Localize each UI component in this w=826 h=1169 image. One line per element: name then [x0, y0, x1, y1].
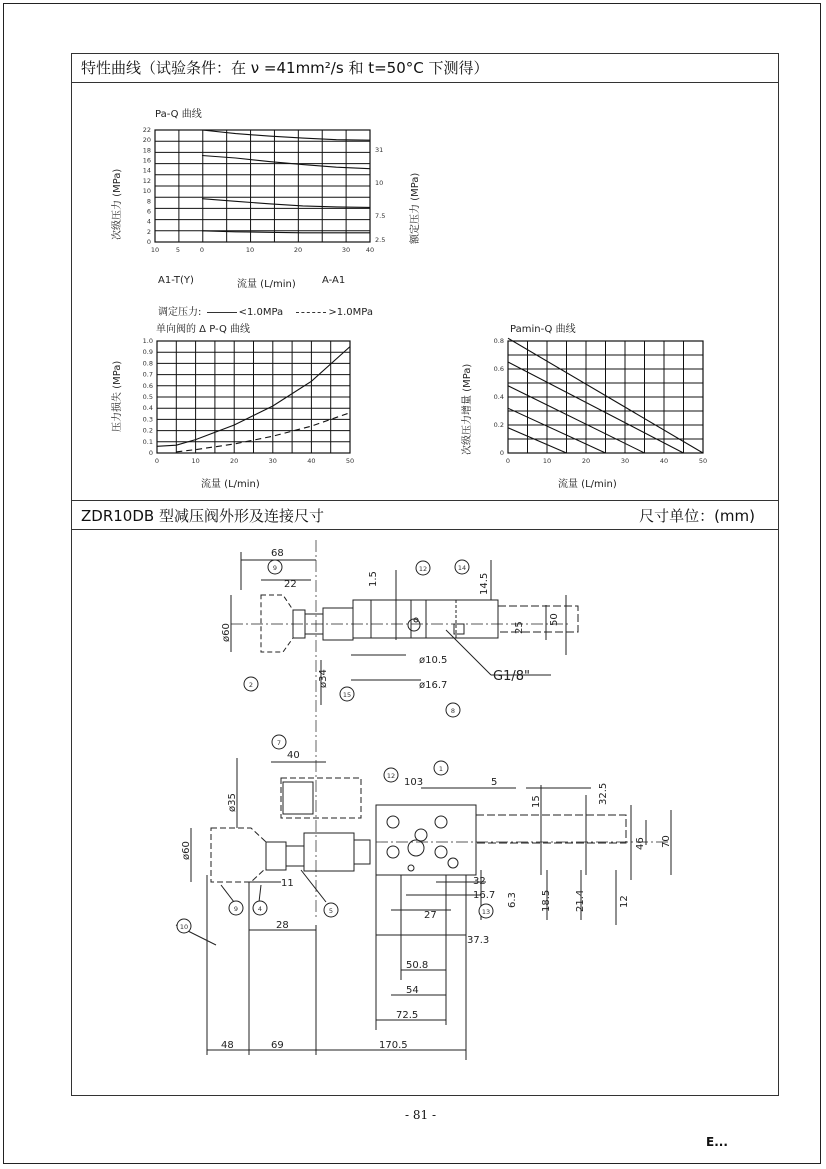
balloon-label: 8 [450, 707, 456, 715]
dim-label: 170.5 [379, 1040, 408, 1051]
x-tick-label: 50 [345, 457, 355, 465]
dim-label: 68 [271, 548, 284, 559]
dim-label: 1.5 [368, 571, 379, 587]
dim-label: 50 [549, 613, 560, 626]
legend-label: 调定压力: [158, 307, 202, 318]
series-line [508, 386, 645, 453]
dim-label: ø16.7 [419, 680, 448, 691]
balloon-label: 2 [248, 681, 254, 689]
y-tick-label: 0.2 [142, 426, 153, 435]
x-tick-label: 40 [659, 457, 669, 465]
dim-label: 54 [406, 985, 419, 996]
section-title-text: 特性曲线（试验条件：在 ν =41mm²/s 和 t=50°C 下测得） [81, 59, 489, 77]
chart-pa-title: Pa-Q 曲线 [155, 109, 202, 120]
legend [158, 303, 373, 318]
x-tick-label: 20 [230, 457, 239, 465]
balloon-label: 13 [481, 908, 491, 916]
valve-drawing [71, 530, 779, 1096]
dim-label: 48 [221, 1040, 234, 1051]
balloon-label: 9 [272, 564, 278, 572]
x-tick-label: 0 [199, 246, 205, 254]
top-view [231, 540, 578, 920]
y-tick-label: 6 [146, 207, 151, 216]
dim-label: 50.8 [406, 960, 429, 971]
dim-label: 21.4 [575, 889, 586, 912]
dim-label: 40 [287, 750, 300, 761]
x-tick-label: 30 [268, 457, 277, 465]
chart-pa-q [135, 125, 395, 265]
right-tick-label: 31 [375, 146, 384, 154]
y-tick-label: 0 [148, 449, 153, 457]
y-tick-label: 0.9 [142, 348, 153, 357]
unit-label: 尺寸单位：(mm) [639, 507, 755, 525]
right-tick-label: 10 [375, 179, 384, 187]
balloon-label: 7 [276, 739, 282, 747]
y-tick-label: 2 [146, 227, 151, 236]
dim-label: 37.3 [467, 935, 490, 946]
series-line [508, 408, 606, 453]
balloon-label: 15 [342, 691, 352, 699]
dim-label: 22 [284, 579, 297, 590]
legend-solid-line [207, 312, 237, 313]
dim-label: 6.3 [507, 892, 518, 908]
dim-label: ø60 [181, 841, 192, 860]
right-tick-label: 7.5 [375, 212, 386, 220]
y-tick-label: 10 [142, 187, 151, 196]
chart-pa-xlabel: 流量 (L/min) [237, 279, 296, 290]
dim-label: 16.7 [473, 890, 496, 901]
chart-pa-ylabel: 次级压力 (MPa) [112, 168, 123, 240]
y-tick-label: 0.4 [493, 393, 504, 401]
dim-label: 46 [635, 837, 646, 850]
y-tick-label: 22 [142, 126, 151, 134]
y-tick-label: 0.6 [142, 381, 153, 390]
balloon-label: 9 [233, 905, 239, 913]
x-tick-label: 10 [191, 457, 200, 465]
right-tick-label: 2.5 [375, 236, 386, 244]
chart-dp-xlabel: 流量 (L/min) [201, 479, 260, 490]
chart-pa-ylabel-right: 额定压力 (MPa) [410, 172, 421, 244]
y-tick-label: 16 [142, 156, 151, 165]
y-tick-label: 1.0 [142, 337, 153, 345]
chart-dp-q [135, 333, 365, 473]
y-tick-label: 0.1 [142, 437, 153, 446]
dim-label: 103 [404, 777, 424, 788]
balloon-label: 12 [386, 772, 396, 780]
y-tick-label: 0.8 [142, 359, 153, 368]
chart-pa-xlabel-left: A1-T(Y) [158, 275, 194, 286]
dim-label: 11 [281, 878, 294, 889]
series-line [202, 156, 370, 169]
y-tick-label: 0.5 [142, 393, 153, 401]
series-line [176, 413, 350, 452]
x-tick-label: 50 [698, 457, 708, 465]
dim-label: 12 [619, 895, 630, 908]
dim-label: 28 [276, 920, 289, 931]
section-title-text: ZDR10DB 型减压阀外形及连接尺寸 [81, 507, 324, 525]
dim-label: 32.5 [598, 782, 609, 805]
chart-pa-xlabel-right: A-A1 [322, 275, 346, 286]
y-tick-label: 14 [142, 166, 151, 175]
x-tick-label: 10 [542, 457, 552, 465]
dim-label: 25 [514, 621, 525, 634]
dim-label: ø34 [318, 669, 329, 688]
dim-label: 72.5 [396, 1010, 419, 1021]
dim-label: 14.5 [479, 572, 490, 595]
chart-pamin-ylabel: 次级压力增量 (MPa) [462, 363, 473, 455]
dim-label: 15 [531, 795, 542, 808]
x-tick-label: 40 [307, 457, 316, 465]
x-tick-label: 0 [505, 457, 511, 465]
series-line [202, 199, 370, 208]
y-tick-label: 0 [499, 449, 504, 457]
x-tick-label: 5 [175, 246, 181, 254]
chart-dp-title: 单向阀的 Δ P-Q 曲线 [156, 324, 251, 335]
dim-label: ø10.5 [419, 655, 448, 666]
x-tick-label: 30 [341, 246, 351, 254]
balloon-label: 1 [438, 765, 444, 773]
y-tick-label: 0.8 [493, 337, 504, 345]
y-tick-label: 18 [142, 146, 151, 155]
y-tick-label: 12 [142, 176, 151, 185]
chart-pamin-q [488, 333, 718, 473]
y-tick-label: 0.2 [493, 421, 504, 429]
dim-label: 18.5 [541, 889, 552, 912]
balloon-label: 5 [328, 907, 334, 915]
y-tick-label: 8 [146, 197, 151, 206]
x-tick-label: 10 [150, 246, 160, 254]
y-tick-label: 4 [146, 217, 151, 226]
x-tick-label: 10 [245, 246, 255, 254]
balloon-label: 14 [457, 564, 467, 572]
balloon-label: 12 [418, 565, 428, 573]
section-title-dimensions [71, 500, 779, 530]
series-line [202, 130, 370, 140]
dim-label: 27 [424, 910, 437, 921]
dim-label: ø60 [221, 623, 232, 642]
x-tick-label: 0 [154, 457, 160, 465]
y-tick-label: 0 [146, 238, 151, 246]
legend-dashed-line [296, 312, 326, 313]
y-tick-label: 0.3 [142, 415, 153, 424]
balloon-label: 10 [179, 923, 189, 931]
page-number: - 81 - [405, 1108, 437, 1122]
legend-dashed-text: >1.0MPa [328, 307, 373, 318]
dim-label: ø35 [227, 793, 238, 812]
section-title-characteristics [71, 53, 779, 83]
legend-solid-text: <1.0MPa [238, 307, 284, 318]
footer-logo: E... [706, 1135, 728, 1149]
y-tick-label: 0.7 [142, 370, 153, 379]
chart-dp-ylabel: 压力损失 (MPa) [112, 360, 123, 432]
balloon-label: 4 [257, 905, 263, 913]
dim-label: 5 [491, 777, 498, 788]
x-tick-label: 20 [581, 457, 591, 465]
chart-pamin-title: Pamin-Q 曲线 [510, 324, 576, 335]
dim-label: 32 [473, 876, 486, 887]
chart-pamin-xlabel: 流量 (L/min) [558, 479, 617, 490]
x-tick-label: 40 [365, 246, 375, 254]
x-tick-label: 30 [620, 457, 630, 465]
x-tick-label: 20 [293, 246, 303, 254]
dim-label: G1/8" [493, 669, 530, 684]
side-view [176, 758, 671, 1060]
y-tick-label: 20 [142, 136, 151, 145]
y-tick-label: 0.6 [493, 365, 504, 373]
dim-label: 69 [271, 1040, 284, 1051]
y-tick-label: 0.4 [142, 404, 153, 413]
dim-label: 70 [661, 835, 672, 848]
